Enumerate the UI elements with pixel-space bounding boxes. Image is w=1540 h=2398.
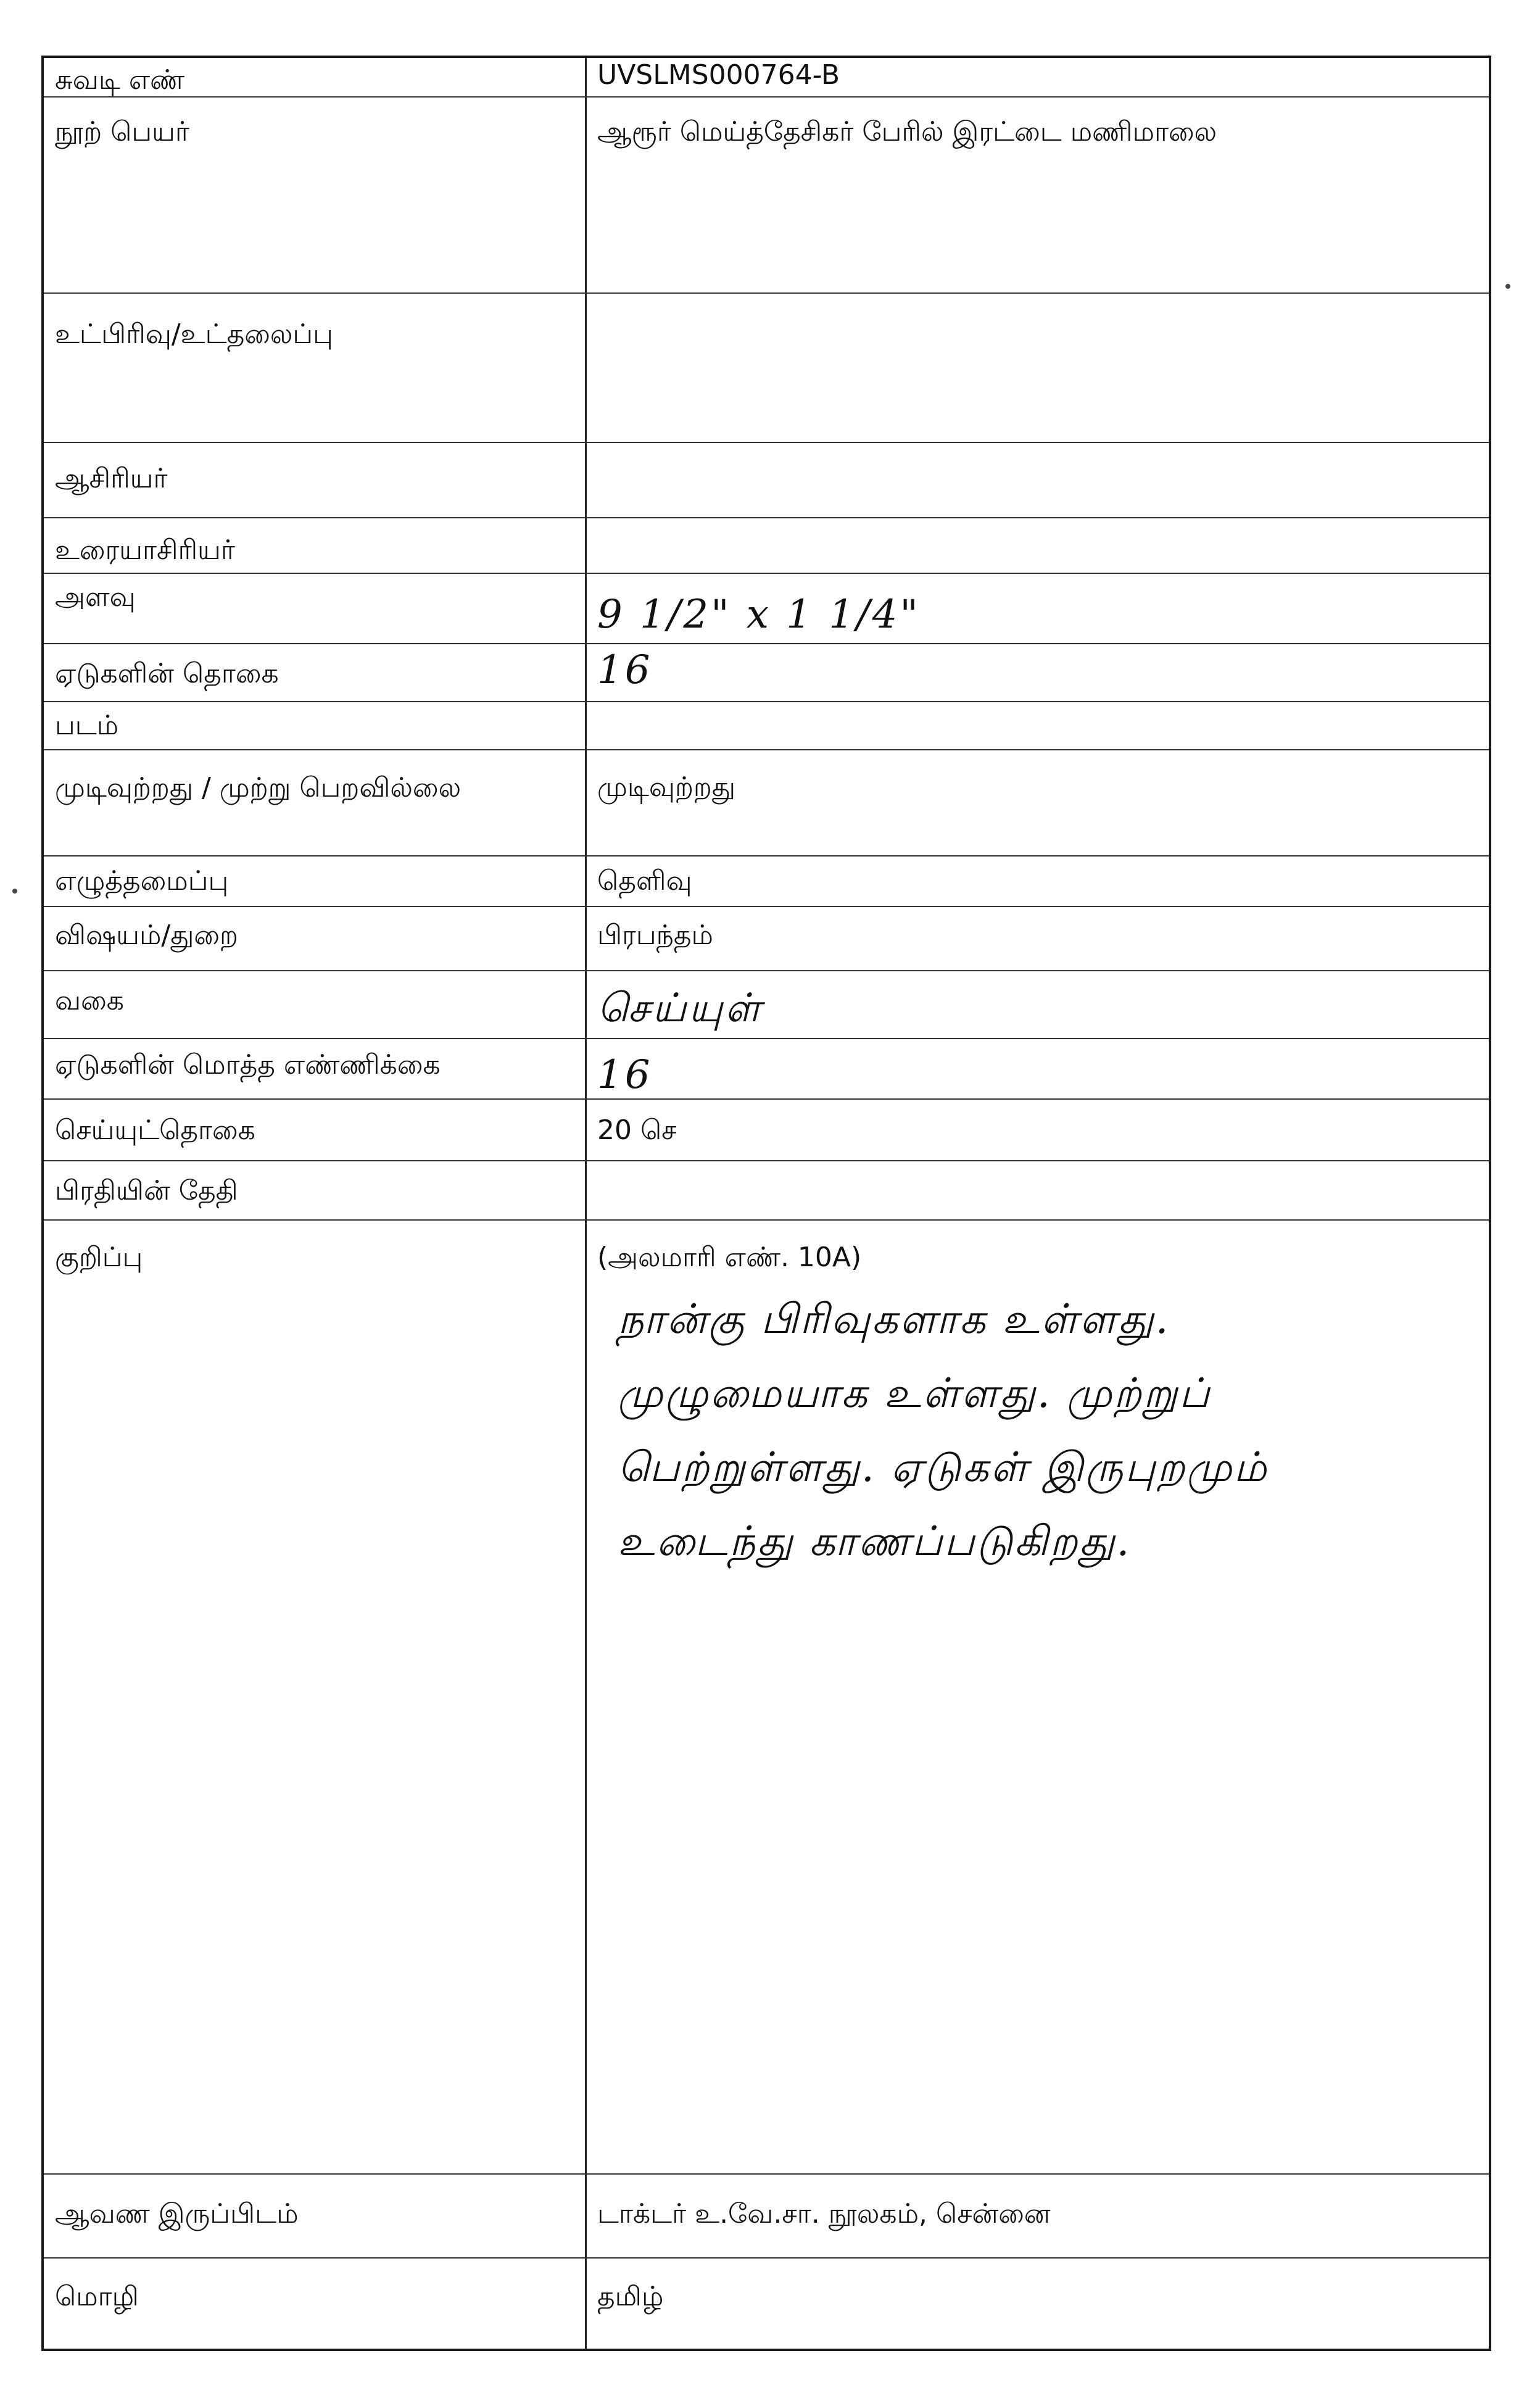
- note-line: நான்கு பிரிவுகளாக உள்ளது.: [618, 1295, 1170, 1343]
- row-subject: [44, 906, 1489, 970]
- value-manuscript-id: UVSLMS000764-B: [597, 59, 840, 91]
- label-copy-date: பிரதியின் தேதி: [55, 1175, 238, 1206]
- label-notes: குறிப்பு: [55, 1242, 143, 1273]
- label-type: வகை: [55, 985, 124, 1016]
- label-repository: ஆவண இருப்பிடம்: [55, 2198, 299, 2230]
- note-line: பெற்றுள்ளது. ஏடுகள் இருபுறமும்: [618, 1443, 1269, 1491]
- label-language: மொழி: [55, 2281, 139, 2312]
- value-completion: முடிவுற்றது: [597, 771, 736, 803]
- row-leaf-count: [44, 643, 1489, 701]
- value-repository: டாக்டர் உ.வே.சா. நூலகம், சென்னை: [597, 2198, 1051, 2230]
- row-verse-count: [44, 1098, 1489, 1160]
- value-script: தெளிவு: [597, 865, 692, 897]
- row-illustration: [44, 701, 1489, 749]
- row-completion: [44, 749, 1489, 855]
- catalog-card: [41, 56, 1491, 2351]
- label-commentator: உரையாசிரியர்: [55, 534, 235, 566]
- row-author: [44, 442, 1489, 517]
- row-type: [44, 970, 1489, 1038]
- value-subject: பிரபந்தம்: [597, 919, 713, 951]
- scan-speck: [12, 889, 17, 894]
- note-line: முழுமையாக உள்ளது. முற்றுப்: [618, 1369, 1212, 1417]
- row-total-leaves: [44, 1038, 1489, 1098]
- label-total-leaves: ஏடுகளின் மொத்த எண்ணிக்கை: [55, 1049, 441, 1081]
- value-size: 9 1/2" x 1 1/4": [597, 592, 921, 637]
- label-author: ஆசிரியர்: [55, 463, 168, 494]
- row-subdivision: [44, 292, 1489, 442]
- value-language: தமிழ்: [597, 2281, 664, 2312]
- handwritten-notes: [618, 1282, 1469, 1579]
- note-line: உடைந்து காணப்படுகிறது.: [618, 1517, 1132, 1565]
- label-subdivision: உட்பிரிவு/உட்தலைப்பு: [55, 318, 333, 350]
- row-copy-date: [44, 1160, 1489, 1219]
- value-verse-count: 20 செ: [597, 1114, 677, 1146]
- row-notes: [44, 1219, 1489, 2173]
- value-total-leaves: 16: [597, 1052, 653, 1098]
- row-size: [44, 573, 1489, 643]
- label-leaf-count: ஏடுகளின் தொகை: [55, 658, 279, 689]
- row-language: [44, 2257, 1489, 2349]
- value-title: ஆரூர் மெய்த்தேசிகர் பேரில் இரட்டை மணிமாலை: [597, 116, 1217, 147]
- value-leaf-count: 16: [597, 647, 653, 693]
- label-verse-count: செய்யுட்தொகை: [55, 1114, 255, 1146]
- row-title: [44, 96, 1489, 292]
- value-type: செய்யுள்: [597, 985, 763, 1031]
- label-subject: விஷயம்/துறை: [55, 919, 238, 951]
- label-completion: முடிவுற்றது / முற்று பெறவில்லை: [55, 772, 462, 803]
- label-manuscript-id: சுவடி எண்: [55, 64, 185, 96]
- label-title: நூற் பெயர்: [55, 116, 189, 147]
- row-repository: [44, 2173, 1489, 2257]
- label-script: எழுத்தமைப்பு: [55, 865, 229, 897]
- scan-speck: [1505, 284, 1510, 289]
- row-commentator: [44, 517, 1489, 573]
- row-manuscript-id: [44, 58, 1489, 96]
- label-illustration: படம்: [55, 710, 119, 741]
- value-notes-shelf: (அலமாரி எண். 10A): [597, 1242, 862, 1273]
- row-script: [44, 855, 1489, 906]
- label-size: அளவு: [55, 581, 136, 613]
